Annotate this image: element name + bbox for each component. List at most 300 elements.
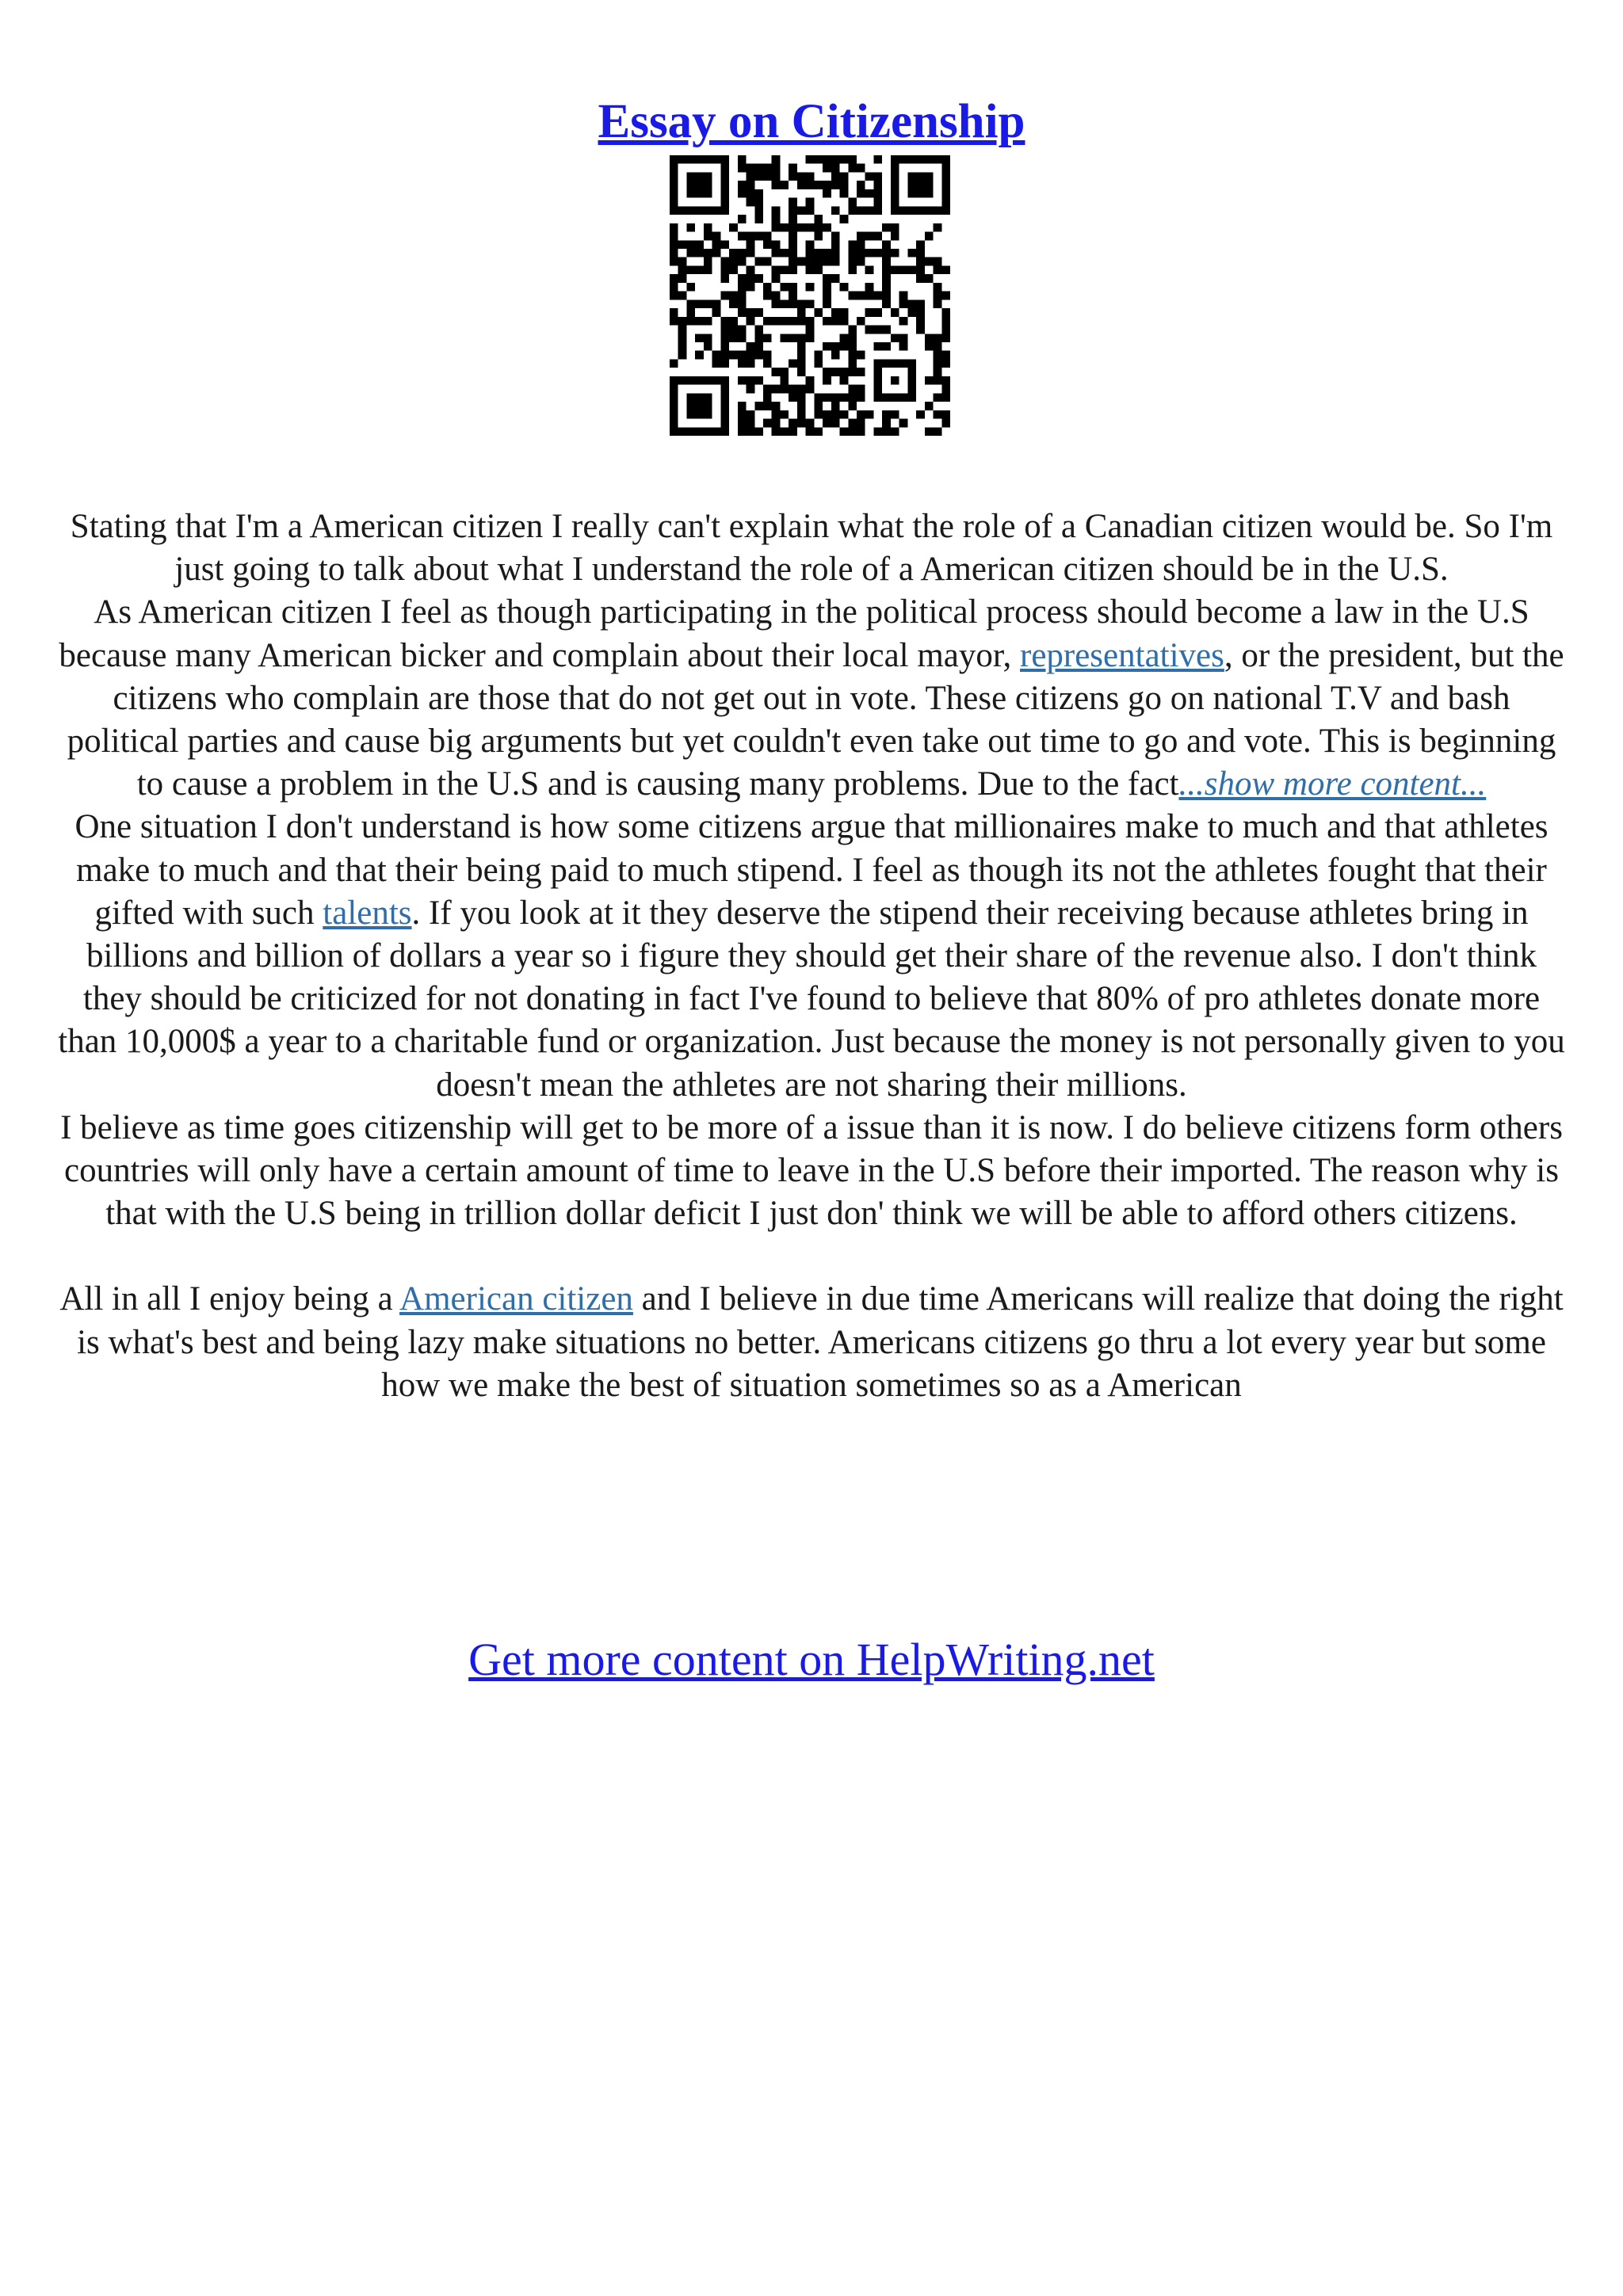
- qr-module: [729, 317, 738, 326]
- qr-module: [907, 308, 916, 317]
- qr-module: [814, 223, 823, 232]
- qr-module: [840, 342, 849, 351]
- qr-module: [738, 376, 747, 385]
- qr-module: [720, 334, 729, 342]
- qr-module: [678, 326, 687, 334]
- qr-module: [678, 274, 687, 283]
- qr-module: [747, 317, 755, 326]
- qr-module: [857, 410, 865, 419]
- qr-module: [907, 206, 916, 215]
- qr-module: [831, 351, 840, 360]
- qr-module: [789, 265, 797, 274]
- qr-module: [670, 155, 678, 164]
- qr-module: [823, 189, 831, 198]
- qr-module: [925, 155, 934, 164]
- paragraph-3-text-start: One situation I don't understand is how some citizens argue that millionaires make to much and that athletes make to much and that their being paid to much stipend. I feel as though its not the athletes fought that their gifted with such: [74, 808, 1549, 932]
- paragraph-5-text-end: and I believe in due time Americans will realize that doing the right is what's best and being lazy make situations no better. Americans citizens go thru a lot every year but some how we make the best of situation sometimes so as a American: [77, 1280, 1564, 1404]
- qr-module: [747, 359, 755, 368]
- qr-module: [857, 206, 865, 215]
- qr-module: [763, 402, 772, 410]
- qr-module: [840, 393, 849, 402]
- qr-module: [891, 249, 899, 257]
- qr-module: [738, 274, 747, 283]
- paragraph-2-text-end: , or the president, but the citizens who complain are those that do not get out in vote. These citizens go on national T.V and bash political parties and cause big arguments but yet couldn't even take out time to go and vote. This is beginning to cause a problem in the U.S and is causing many problems. Due to the fact: [67, 636, 1564, 803]
- qr-module: [934, 427, 942, 436]
- qr-module: [907, 249, 916, 257]
- qr-module: [780, 249, 789, 257]
- qr-module: [670, 393, 678, 402]
- qr-module: [686, 265, 695, 274]
- qr-module: [823, 292, 831, 300]
- qr-module: [747, 249, 755, 257]
- qr-module: [882, 326, 891, 334]
- qr-module: [934, 299, 942, 308]
- paragraph-5: [55, 1278, 1568, 1407]
- qr-module: [891, 172, 899, 181]
- qr-module: [873, 308, 882, 317]
- qr-module: [840, 427, 849, 436]
- qr-module: [789, 419, 797, 428]
- qr-module: [747, 376, 755, 385]
- qr-module: [704, 232, 712, 241]
- qr-module: [934, 155, 942, 164]
- qr-module: [848, 393, 857, 402]
- qr-module: [747, 308, 755, 317]
- qr-module: [840, 215, 849, 223]
- qr-module: [806, 419, 815, 428]
- qr-module: [873, 385, 882, 394]
- qr-module: [934, 342, 942, 351]
- qr-module: [891, 189, 899, 198]
- qr-module: [823, 155, 831, 164]
- qr-module: [704, 402, 712, 410]
- qr-module: [934, 368, 942, 376]
- qr-module: [925, 342, 934, 351]
- qr-module: [712, 249, 721, 257]
- qr-module: [704, 257, 712, 266]
- qr-module: [857, 181, 865, 189]
- qr-module: [797, 172, 806, 181]
- qr-module: [840, 172, 849, 181]
- qr-module: [857, 257, 865, 266]
- qr-module: [797, 359, 806, 368]
- qr-module: [857, 427, 865, 436]
- qr-module: [848, 368, 857, 376]
- qr-module: [934, 283, 942, 292]
- qr-module: [840, 317, 849, 326]
- qr-module: [916, 249, 925, 257]
- qr-module: [738, 419, 747, 428]
- qr-module: [916, 155, 925, 164]
- qr-module: [695, 351, 704, 360]
- qr-module: [789, 283, 797, 292]
- qr-module: [738, 334, 747, 342]
- qr-module: [789, 299, 797, 308]
- qr-module: [941, 410, 950, 419]
- qr-module: [738, 164, 747, 173]
- qr-module: [754, 342, 763, 351]
- qr-module: [678, 376, 687, 385]
- qr-module: [712, 308, 721, 317]
- qr-module: [831, 393, 840, 402]
- qr-module: [814, 257, 823, 266]
- qr-module: [754, 274, 763, 283]
- qr-module: [873, 198, 882, 207]
- qr-module: [670, 206, 678, 215]
- qr-module: [899, 419, 908, 428]
- qr-module: [747, 410, 755, 419]
- qr-module: [704, 376, 712, 385]
- qr-module: [916, 410, 925, 419]
- qr-module: [738, 359, 747, 368]
- qr-module: [848, 164, 857, 173]
- qr-module: [925, 334, 934, 342]
- qr-module: [806, 283, 815, 292]
- qr-module: [891, 334, 899, 342]
- qr-module: [789, 232, 797, 241]
- qr-module: [848, 419, 857, 428]
- qr-module: [763, 283, 772, 292]
- qr-module: [916, 308, 925, 317]
- qr-module: [738, 249, 747, 257]
- qr-module: [738, 410, 747, 419]
- qr-module: [729, 265, 738, 274]
- qr-module: [814, 351, 823, 360]
- qr-module: [823, 257, 831, 266]
- qr-module: [891, 410, 899, 419]
- qr-module: [934, 376, 942, 385]
- qr-module: [686, 189, 695, 198]
- qr-module: [747, 283, 755, 292]
- qr-module: [712, 206, 721, 215]
- qr-module: [840, 410, 849, 419]
- qr-module: [814, 402, 823, 410]
- qr-module: [789, 240, 797, 249]
- qr-module: [670, 198, 678, 207]
- qr-module: [891, 206, 899, 215]
- qr-module: [738, 326, 747, 334]
- qr-module: [899, 265, 908, 274]
- qr-module: [729, 249, 738, 257]
- qr-module: [848, 249, 857, 257]
- qr-module: [797, 419, 806, 428]
- qr-module: [772, 206, 781, 215]
- qr-module: [763, 164, 772, 173]
- qr-module: [941, 172, 950, 181]
- qr-module: [747, 274, 755, 283]
- qr-module: [772, 215, 781, 223]
- american-citizen-link[interactable]: American citizen: [399, 1280, 633, 1318]
- qr-module: [814, 181, 823, 189]
- qr-module: [738, 292, 747, 300]
- qr-module: [720, 164, 729, 173]
- qr-module: [670, 189, 678, 198]
- qr-module: [857, 368, 865, 376]
- qr-module: [704, 265, 712, 274]
- qr-module: [772, 181, 781, 189]
- qr-module: [695, 206, 704, 215]
- qr-module: [670, 240, 678, 249]
- qr-module: [907, 359, 916, 368]
- qr-module: [712, 376, 721, 385]
- qr-module: [670, 164, 678, 173]
- qr-module: [780, 223, 789, 232]
- qr-module: [941, 164, 950, 173]
- qr-module: [865, 308, 874, 317]
- qr-module: [873, 155, 882, 164]
- qr-module: [899, 292, 908, 300]
- qr-module: [934, 359, 942, 368]
- talents-link[interactable]: talents: [323, 894, 412, 932]
- qr-module: [916, 240, 925, 249]
- qr-module: [754, 427, 763, 436]
- qr-module: [772, 164, 781, 173]
- qr-module: [729, 292, 738, 300]
- qr-module: [797, 402, 806, 410]
- qr-module: [670, 283, 678, 292]
- qr-module: [899, 393, 908, 402]
- representatives-link[interactable]: representatives: [1020, 636, 1224, 674]
- paragraph-3-text-end: . If you look at it they deserve the stipend their receiving because athletes bring in billions and billion of dollars a year so i figure they should get their share of the revenue also. I don't think they should be criticized for not donating in fact I've found to believe that 80% of pro athletes donate more than 10,000$ a year to a charitable fund or organization. Just because the money is not personally given to you doesn't mean the athletes are not sharing their millions.: [58, 894, 1565, 1104]
- qr-module: [754, 257, 763, 266]
- qr-module: [695, 393, 704, 402]
- qr-module: [882, 223, 891, 232]
- qr-module: [720, 198, 729, 207]
- qr-module: [873, 172, 882, 181]
- qr-module: [823, 342, 831, 351]
- qr-module: [848, 359, 857, 368]
- qr-module: [806, 206, 815, 215]
- qr-module: [670, 249, 678, 257]
- qr-module: [873, 326, 882, 334]
- qr-module: [916, 265, 925, 274]
- qr-module: [848, 385, 857, 394]
- qr-module: [865, 232, 874, 241]
- qr-module: [882, 359, 891, 368]
- qr-module: [797, 317, 806, 326]
- qr-module: [678, 206, 687, 215]
- qr-module: [789, 206, 797, 215]
- qr-module: [747, 419, 755, 428]
- qr-module: [738, 232, 747, 241]
- qr-module: [873, 292, 882, 300]
- qr-module: [823, 410, 831, 419]
- qr-module: [857, 249, 865, 257]
- qr-module: [797, 257, 806, 266]
- qr-module: [806, 326, 815, 334]
- qr-module: [797, 181, 806, 189]
- qr-module: [806, 265, 815, 274]
- qr-module: [941, 385, 950, 394]
- qr-module: [848, 240, 857, 249]
- qr-module: [763, 334, 772, 342]
- qr-module: [720, 385, 729, 394]
- qr-module: [907, 172, 916, 181]
- qr-module: [772, 317, 781, 326]
- qr-module: [772, 427, 781, 436]
- qr-module: [831, 240, 840, 249]
- qr-module: [934, 206, 942, 215]
- qr-module: [797, 206, 806, 215]
- qr-module: [704, 223, 712, 232]
- qr-module: [738, 402, 747, 410]
- qr-module: [712, 232, 721, 241]
- qr-module: [907, 181, 916, 189]
- qr-module: [772, 265, 781, 274]
- qr-module: [823, 283, 831, 292]
- qr-module: [738, 181, 747, 189]
- qr-module: [670, 402, 678, 410]
- qr-module: [806, 155, 815, 164]
- qr-module: [789, 172, 797, 181]
- qr-module: [831, 308, 840, 317]
- qr-module: [704, 317, 712, 326]
- qr-module: [712, 351, 721, 360]
- qr-module: [891, 181, 899, 189]
- helpwriting-link[interactable]: Get more content on HelpWriting.net: [468, 1634, 1155, 1685]
- qr-module: [729, 257, 738, 266]
- qr-module: [873, 427, 882, 436]
- qr-module: [806, 240, 815, 249]
- qr-module: [823, 274, 831, 283]
- qr-module: [857, 317, 865, 326]
- qr-module: [873, 359, 882, 368]
- qr-module: [695, 376, 704, 385]
- qr-module: [882, 265, 891, 274]
- qr-module: [695, 265, 704, 274]
- qr-module: [916, 257, 925, 266]
- qr-module: [772, 172, 781, 181]
- qr-module: [738, 427, 747, 436]
- qr-module: [865, 326, 874, 334]
- qr-module: [704, 181, 712, 189]
- qr-module: [747, 342, 755, 351]
- qr-module: [925, 274, 934, 283]
- qr-module: [695, 155, 704, 164]
- qr-module: [891, 164, 899, 173]
- qr-module: [686, 393, 695, 402]
- qr-module: [873, 342, 882, 351]
- qr-module: [941, 292, 950, 300]
- qr-module: [934, 393, 942, 402]
- qr-module: [806, 427, 815, 436]
- qr-module: [925, 402, 934, 410]
- qr-module: [916, 189, 925, 198]
- qr-module: [789, 393, 797, 402]
- qr-module: [704, 410, 712, 419]
- qr-module: [747, 181, 755, 189]
- qr-module: [670, 274, 678, 283]
- qr-module: [857, 164, 865, 173]
- qr-module: [686, 240, 695, 249]
- qr-module: [695, 240, 704, 249]
- qr-module: [686, 402, 695, 410]
- qr-module: [780, 385, 789, 394]
- qr-module: [712, 240, 721, 249]
- qr-module: [720, 359, 729, 368]
- qr-module: [941, 181, 950, 189]
- qr-module: [720, 172, 729, 181]
- qr-module: [763, 172, 772, 181]
- qr-module: [797, 351, 806, 360]
- qr-module: [873, 181, 882, 189]
- qr-module: [670, 419, 678, 428]
- qr-module: [934, 257, 942, 266]
- paragraph-1: Stating that I'm a American citizen I really can't explain what the role of a Canadian citizen would be. So I'm just going to talk about what I understand the role of a American citizen should be in the U.S.: [70, 508, 1553, 589]
- qr-module: [686, 223, 695, 232]
- qr-module: [899, 342, 908, 351]
- qr-module: [814, 410, 823, 419]
- qr-module: [934, 223, 942, 232]
- qr-module: [754, 376, 763, 385]
- qr-module: [720, 189, 729, 198]
- qr-module: [763, 419, 772, 428]
- qr-module: [823, 376, 831, 385]
- qr-module: [678, 155, 687, 164]
- qr-module: [763, 393, 772, 402]
- qr-module: [772, 292, 781, 300]
- qr-module: [789, 198, 797, 207]
- qr-module: [865, 172, 874, 181]
- qr-module: [873, 393, 882, 402]
- qr-module: [882, 292, 891, 300]
- qr-module: [789, 257, 797, 266]
- qr-module: [780, 427, 789, 436]
- qr-module: [831, 402, 840, 410]
- qr-module: [882, 240, 891, 249]
- qr-module: [670, 232, 678, 241]
- qr-module: [738, 189, 747, 198]
- qr-module: [806, 299, 815, 308]
- qr-module: [754, 232, 763, 241]
- qr-module: [916, 181, 925, 189]
- qr-module: [848, 427, 857, 436]
- qr-module: [704, 189, 712, 198]
- qr-module: [720, 342, 729, 351]
- qr-module: [865, 292, 874, 300]
- qr-module: [916, 326, 925, 334]
- qr-module: [780, 317, 789, 326]
- qr-module: [695, 181, 704, 189]
- qr-module: [831, 155, 840, 164]
- qr-module: [763, 292, 772, 300]
- qr-module: [848, 198, 857, 207]
- qr-module: [695, 402, 704, 410]
- qr-module: [882, 283, 891, 292]
- qr-module: [899, 317, 908, 326]
- qr-module: [848, 334, 857, 342]
- qr-module: [720, 376, 729, 385]
- qr-module: [670, 257, 678, 266]
- show-more-link[interactable]: ...show more content...: [1178, 765, 1487, 803]
- qr-module: [840, 181, 849, 189]
- qr-module: [823, 368, 831, 376]
- qr-module: [720, 155, 729, 164]
- qr-module: [754, 326, 763, 334]
- qr-module: [747, 189, 755, 198]
- qr-module: [865, 283, 874, 292]
- qr-module: [941, 419, 950, 428]
- qr-module: [865, 206, 874, 215]
- qr-module: [686, 427, 695, 436]
- qr-module: [857, 385, 865, 394]
- title-link[interactable]: Essay on Citizenship: [598, 94, 1025, 148]
- qr-module: [763, 240, 772, 249]
- qr-module: [780, 299, 789, 308]
- qr-module: [925, 427, 934, 436]
- qr-module: [686, 155, 695, 164]
- qr-module: [882, 410, 891, 419]
